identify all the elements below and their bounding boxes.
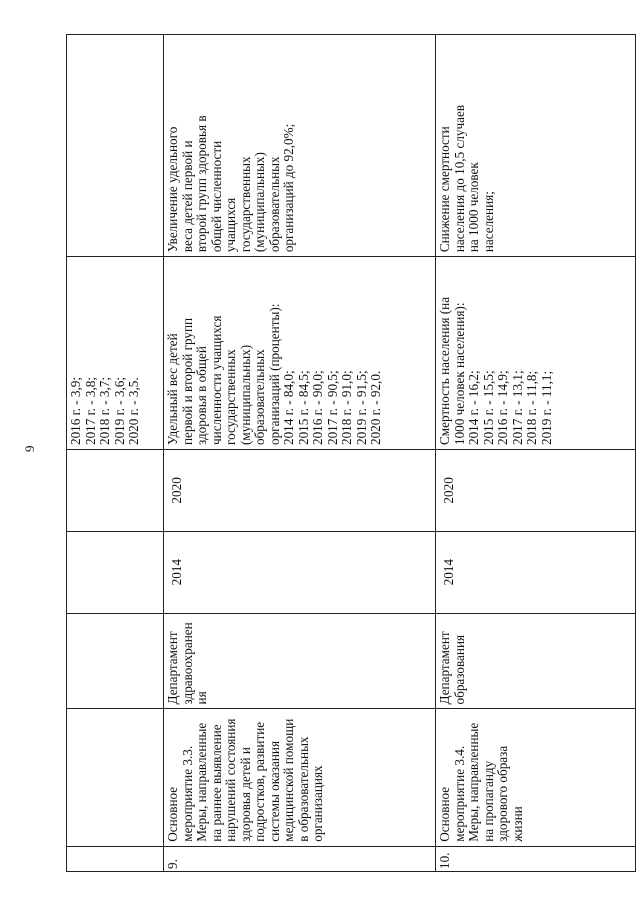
- indicator-line: 2017 г. - 13,1;: [509, 370, 525, 445]
- measure-line: системы оказания: [266, 740, 282, 842]
- executor-line: Департамент: [437, 631, 452, 705]
- page-number: 9: [22, 445, 37, 452]
- table-row-continuation: [67, 35, 164, 872]
- indicator-line: организаций (проценты):: [266, 303, 282, 445]
- measure-line: организациях: [310, 765, 325, 842]
- indicator-line: 2019 г. - 3,6;: [111, 376, 127, 445]
- indicator-line: 2020 г. - 3,5.: [126, 377, 141, 445]
- indicator-line: 2018 г. - 3,7;: [97, 376, 112, 445]
- executor-line: здравоохранен: [179, 622, 195, 705]
- indicator-line: 2017 г. - 3,8;: [82, 376, 98, 445]
- indicator-line: 2018 г. - 91,0;: [339, 370, 354, 445]
- indicator-line: Смертность населения (на: [437, 296, 452, 445]
- indicator-line: здоровья в общей: [194, 346, 209, 445]
- cell-start-year: 2014: [164, 531, 436, 613]
- result-line: (муниципальных): [252, 152, 267, 253]
- cell-executor: [436, 613, 636, 709]
- cell-measure: [164, 709, 436, 846]
- cell-executor: [67, 613, 164, 709]
- result-line: населения до 10,5 случаев: [451, 104, 467, 253]
- indicator-line: 1000 человек населения):: [451, 302, 467, 445]
- result-line: Увеличение удельного: [165, 126, 180, 253]
- cell-result: [164, 35, 436, 257]
- indicator-line: 2015 г. - 15,5;: [480, 370, 496, 445]
- cell-indicator: [67, 257, 164, 450]
- indicator-line: 2016 г. - 3,9;: [68, 376, 83, 445]
- cell-measure: [67, 709, 164, 846]
- result-line: второй групп здоровья в: [194, 115, 209, 253]
- cell-start-year: [67, 531, 164, 613]
- measure-line: нарушений состояния: [223, 718, 238, 842]
- measure-line: подростков, развитие: [252, 721, 267, 842]
- cell-num: 9.: [164, 846, 436, 871]
- result-line: организаций до 92,0%;: [281, 123, 296, 253]
- measures-table: [66, 34, 636, 872]
- cell-num: [67, 846, 164, 871]
- measure-line: медицинской помощи: [281, 718, 296, 842]
- measure-line: здоровья детей и: [237, 747, 253, 842]
- table-row-10: [436, 35, 636, 872]
- indicator-line: государственных: [223, 349, 238, 445]
- executor-line: ия: [194, 691, 209, 705]
- measure-line: на раннее выявление: [208, 724, 224, 842]
- measure-line: мероприятие 3.4.: [451, 745, 467, 842]
- indicator-line: 2014 г. - 84,0;: [281, 370, 296, 445]
- table-row-9: [164, 35, 436, 872]
- cell-start-year: 2014: [436, 531, 636, 613]
- indicator-line: 2016 г. - 14,9;: [495, 370, 510, 445]
- cell-executor: [164, 613, 436, 709]
- result-line: населения;: [480, 191, 496, 253]
- cell-indicator: [436, 257, 636, 450]
- measure-line: Меры, направленные: [466, 722, 481, 842]
- cell-result: [67, 35, 164, 257]
- cell-measure: [436, 709, 636, 846]
- measure-line: здорового образа: [495, 745, 510, 842]
- measure-line: Основное: [165, 786, 180, 842]
- result-line: государственных: [237, 156, 253, 253]
- indicator-line: Удельный вес детей: [165, 333, 180, 445]
- result-line: образовательных: [266, 156, 282, 253]
- measure-line: на пропаганду: [480, 760, 496, 842]
- measure-line: Основное: [437, 786, 452, 842]
- cell-num: 10.: [436, 846, 636, 871]
- measure-line: жизни: [509, 806, 525, 842]
- indicator-line: 2014 г. - 16,2;: [466, 370, 481, 445]
- indicator-line: 2018 г. - 11,8;: [524, 370, 539, 445]
- measure-line: мероприятие 3.3.: [179, 745, 195, 842]
- indicator-line: 2019 г. - 11,1;: [538, 370, 554, 445]
- result-line: на 1000 человек: [466, 162, 481, 253]
- result-line: учащихся: [223, 197, 238, 253]
- executor-line: образования: [451, 634, 467, 705]
- indicator-line: (муниципальных): [237, 344, 253, 445]
- indicator-line: 2016 г. - 90,0;: [310, 370, 325, 445]
- indicator-line: 2020 г. - 92,0.: [368, 370, 383, 445]
- cell-end-year: [67, 450, 164, 532]
- result-line: Снижение смертности: [437, 126, 452, 253]
- result-line: общей численности: [208, 140, 224, 253]
- indicator-line: первой и второй групп: [179, 317, 195, 445]
- indicator-line: образовательных: [252, 349, 267, 445]
- cell-indicator: [164, 257, 436, 450]
- cell-result: [436, 35, 636, 257]
- measure-line: Меры, направленные: [194, 722, 209, 842]
- executor-line: Департамент: [165, 631, 180, 705]
- indicator-line: численности учащихся: [208, 315, 224, 445]
- cell-end-year: 2020: [436, 450, 636, 532]
- cell-end-year: 2020: [164, 450, 436, 532]
- indicator-line: 2015 г. - 84,5;: [295, 370, 311, 445]
- indicator-line: 2019 г. - 91,5;: [353, 370, 369, 445]
- indicator-line: 2017 г. - 90,5;: [324, 370, 340, 445]
- rotated-table-container: [66, 34, 608, 872]
- measure-line: в образовательных: [295, 736, 311, 842]
- result-line: веса детей первой и: [179, 140, 195, 253]
